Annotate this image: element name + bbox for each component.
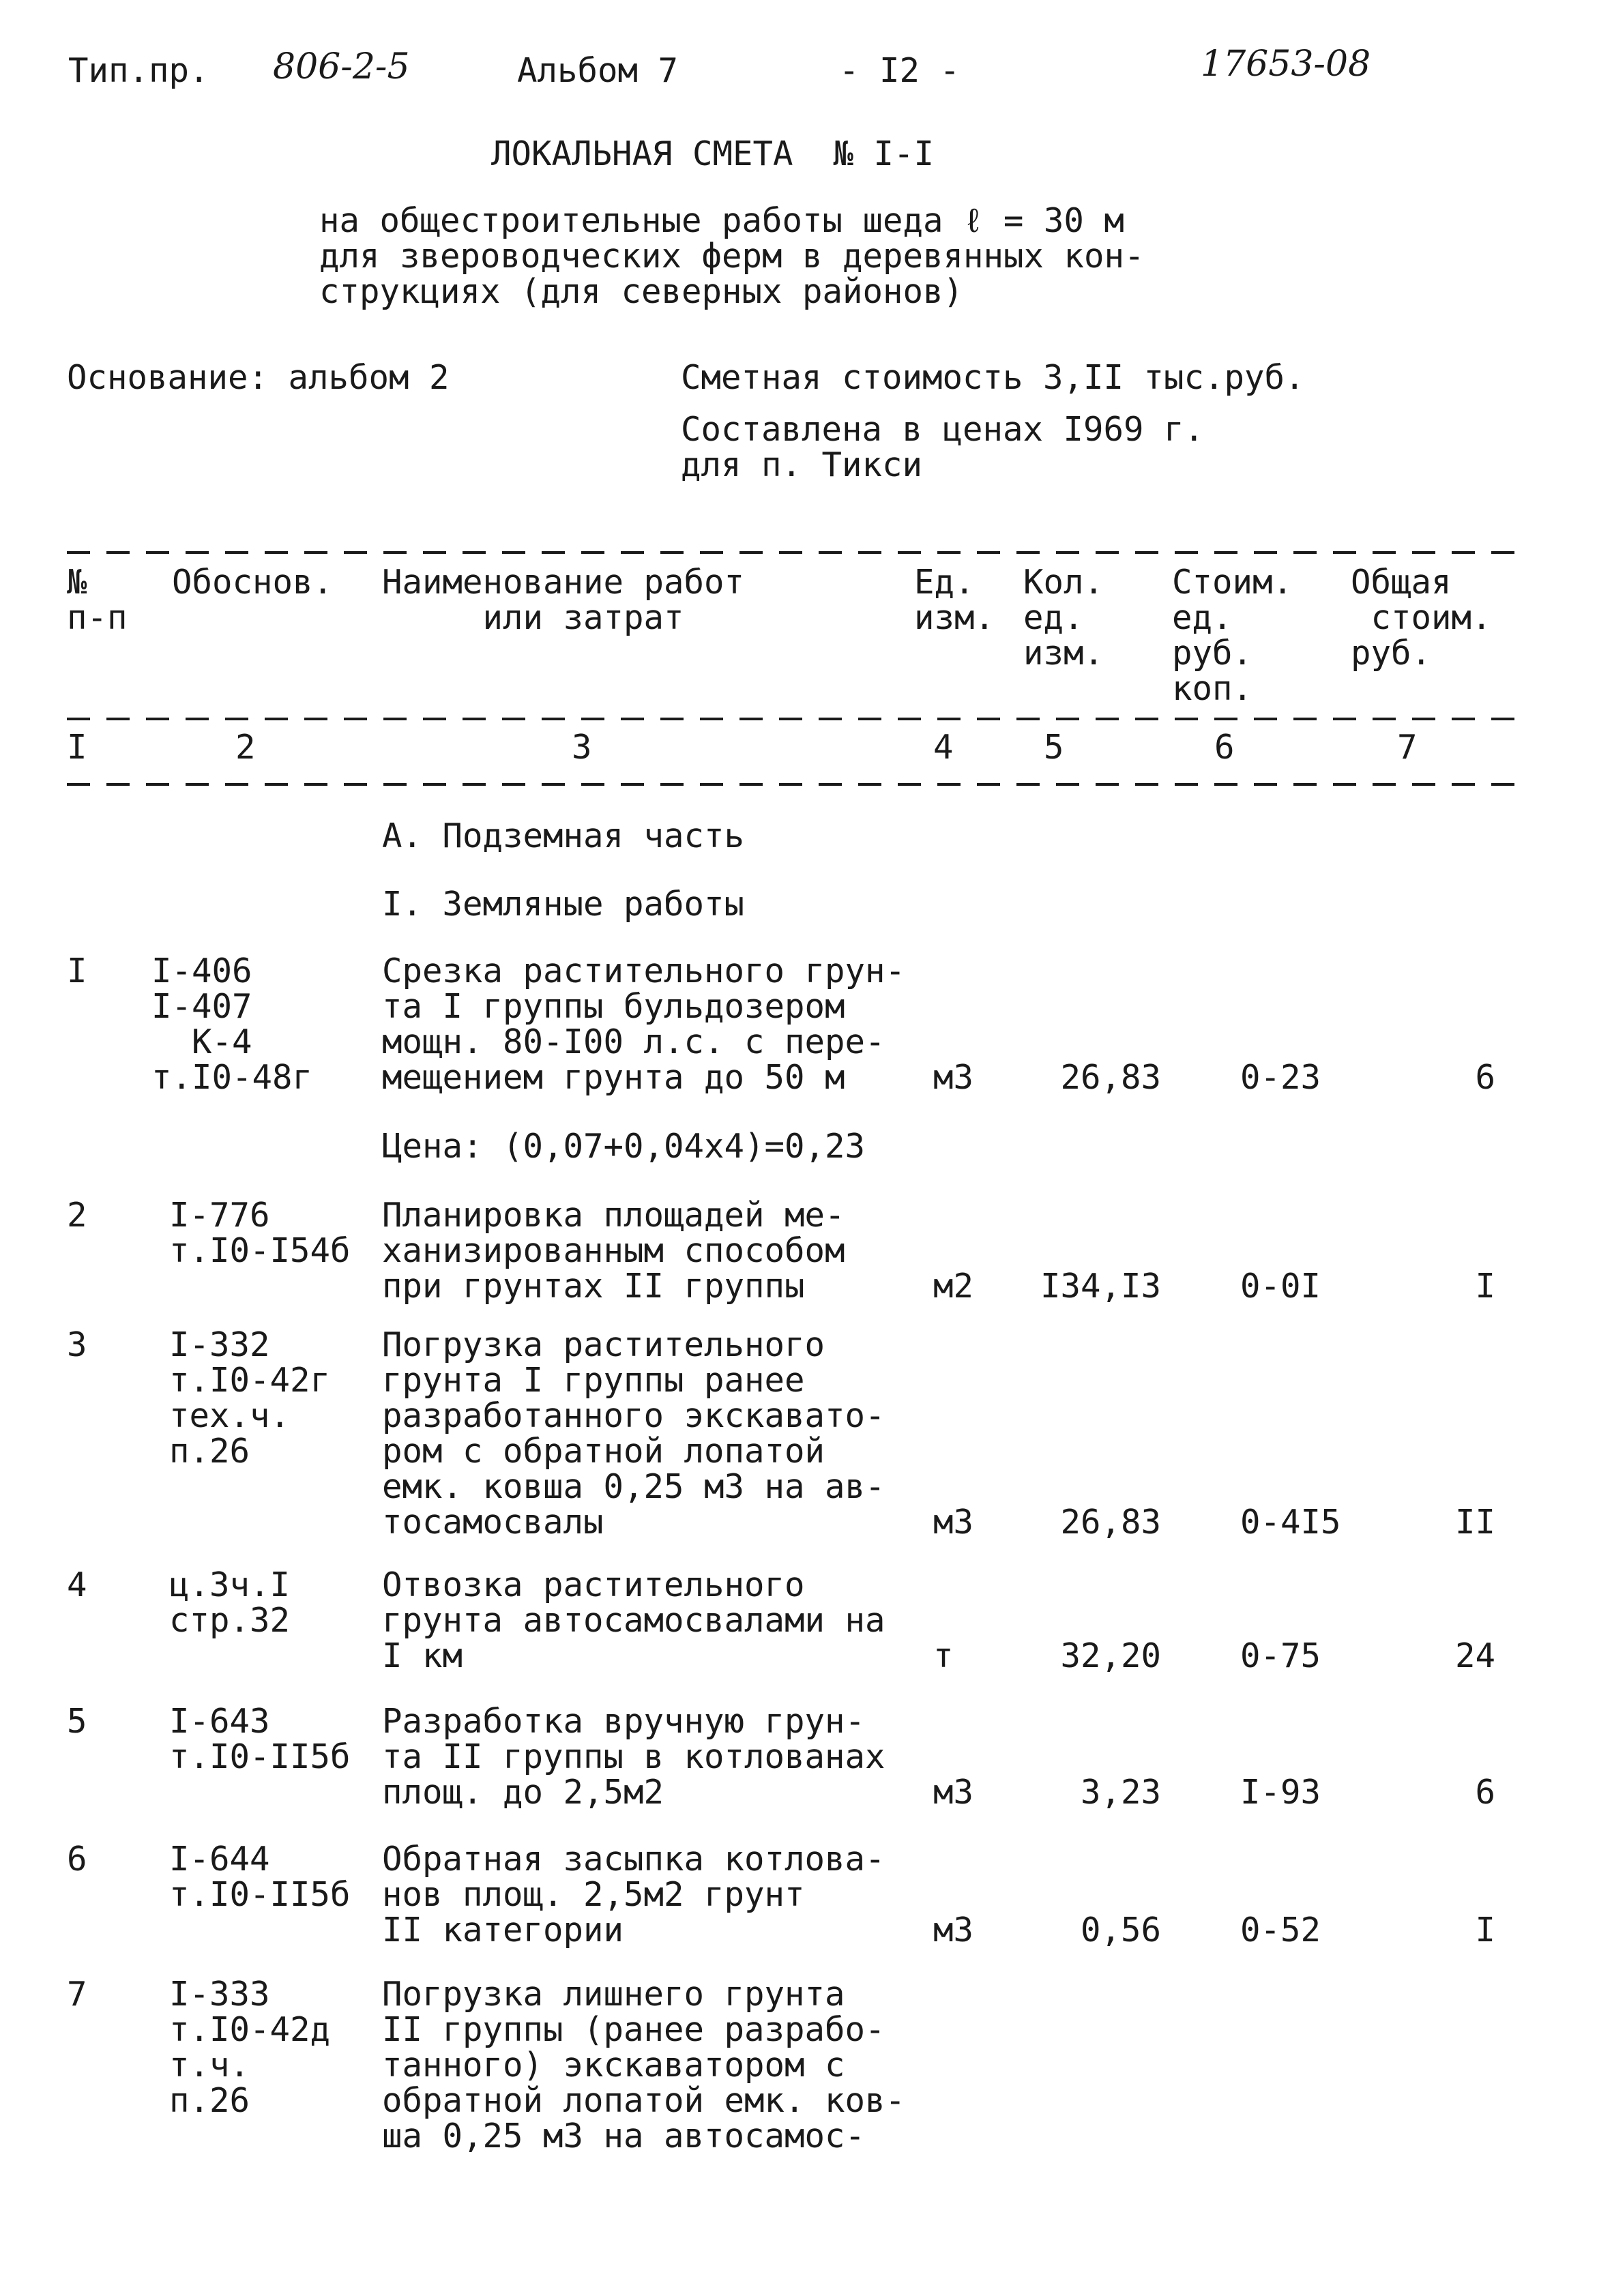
basis-info: Основание: альбом 2	[67, 358, 450, 397]
row-basis: I-333 т.I0-42д т.ч. п.26	[169, 1975, 331, 2120]
price-location: для п. Тикси	[681, 445, 923, 484]
table-top-rule	[67, 551, 1520, 554]
row-price: 0-52	[1240, 1911, 1321, 1949]
row-unit: м3	[933, 1773, 974, 1812]
section-title: А. Подземная часть	[382, 816, 745, 855]
row-name: Обратная засыпка котлова- нов площ. 2,5м2 грунт II категории	[382, 1840, 885, 1949]
price-level: Составлена в ценах I969 г.	[681, 410, 1205, 449]
row-basis: I-644 т.I0-II5б	[169, 1840, 351, 1914]
row-number: 5	[67, 1702, 87, 1741]
table-body-rule	[67, 783, 1520, 786]
col-header-price: Стоим. ед. руб. коп.	[1172, 563, 1293, 708]
row-qty: 32,20	[1060, 1636, 1161, 1675]
row-number: 3	[67, 1325, 87, 1364]
page-number: - I2 -	[839, 51, 961, 90]
row-price: I-93	[1240, 1773, 1321, 1812]
row-total: I	[1475, 1267, 1495, 1306]
row-total: I	[1475, 1911, 1495, 1949]
col-number-7: 7	[1397, 728, 1418, 767]
row-qty: 3,23	[1080, 1773, 1161, 1812]
row-unit: м2	[933, 1267, 974, 1306]
col-number-4: 4	[933, 728, 954, 767]
col-header-num: № п-п	[67, 563, 128, 637]
document-title: ЛОКАЛЬНАЯ СМЕТА № I-I	[491, 134, 935, 173]
row-unit: т	[933, 1636, 954, 1675]
price-note: Цена: (0,07+0,04х4)=0,23	[382, 1127, 866, 1166]
row-price: 0-0I	[1240, 1267, 1321, 1306]
col-header-basis: Обоснов.	[172, 563, 334, 602]
row-name: Срезка растительного грун- та I группы бульдозером мощн. 80-I00 л.с. с пере- мещением грунта до 50 м	[382, 952, 906, 1097]
row-number: 2	[67, 1196, 87, 1235]
row-qty: 26,83	[1060, 1058, 1161, 1097]
row-unit: м3	[933, 1911, 974, 1949]
row-qty: 0,56	[1080, 1911, 1161, 1949]
row-number: 4	[67, 1565, 87, 1604]
col-number-2: 2	[235, 728, 256, 767]
row-basis: I-776 т.I0-I54б	[169, 1196, 351, 1270]
col-number-3: 3	[572, 728, 592, 767]
project-label: Тип.пр.	[68, 51, 209, 90]
row-name: Погрузка лишнего грунта II группы (ранее разрабо- танного) экскаватором с обратной лопатой емк. ков- ша 0,25 м3 на автосамос-	[382, 1975, 906, 2155]
row-total: II	[1454, 1503, 1495, 1542]
album-label: Альбом 7	[517, 51, 679, 90]
subsection-title: I. Земляные работы	[382, 885, 745, 924]
row-price: 0-75	[1240, 1636, 1321, 1675]
subtitle-line-2: для звероводческих ферм в деревянных кон-	[319, 237, 1145, 276]
document-number: 17653-08	[1201, 44, 1371, 85]
row-qty: 26,83	[1060, 1503, 1161, 1542]
col-number-1: I	[67, 728, 87, 767]
table-header-rule	[67, 718, 1520, 720]
row-total: 6	[1475, 1058, 1495, 1097]
row-basis: I-332 т.I0-42г тех.ч. п.26	[169, 1325, 331, 1471]
estimated-cost: Сметная стоимость 3,II тыс.руб.	[681, 358, 1305, 397]
col-number-5: 5	[1044, 728, 1064, 767]
row-unit: м3	[933, 1503, 974, 1542]
row-name: Разработка вручную грун- та II группы в котлованах площ. до 2,5м2	[382, 1702, 885, 1812]
row-basis: I-406 I-407 К-4 т.I0-48г	[151, 952, 313, 1097]
subtitle-line-3: струкциях (для северных районов)	[319, 272, 964, 311]
row-price: 0-23	[1240, 1058, 1321, 1097]
col-number-6: 6	[1214, 728, 1235, 767]
row-total: 6	[1475, 1773, 1495, 1812]
row-qty: I34,I3	[1040, 1267, 1161, 1306]
row-number: 7	[67, 1975, 87, 2014]
col-header-total: Общая стоим. руб.	[1351, 563, 1492, 673]
row-unit: м3	[933, 1058, 974, 1097]
row-name: Погрузка растительного грунта I группы ранее разработанного экскавато- ром с обратной лопатой емк. ковша 0,25 м3 на ав- тосамосвалы	[382, 1325, 885, 1542]
project-number: 806-2-5	[273, 46, 410, 87]
col-header-qty: Кол. ед. изм.	[1023, 563, 1104, 673]
row-basis: I-643 т.I0-II5б	[169, 1702, 351, 1776]
row-basis: ц.3ч.I стр.32	[169, 1565, 291, 1640]
row-total: 24	[1454, 1636, 1495, 1675]
row-number: 6	[67, 1840, 87, 1879]
subtitle-line-1: на общестроительные работы шеда ℓ = 30 м	[319, 201, 1124, 240]
col-header-name: Наименование работ или затрат	[382, 563, 745, 637]
row-number: I	[67, 952, 87, 990]
row-name: Планировка площадей ме- ханизированным способом при грунтах II группы	[382, 1196, 845, 1306]
row-price: 0-4I5	[1240, 1503, 1341, 1542]
row-name: Отвозка растительного грунта автосамосвалами на I км	[382, 1565, 885, 1675]
col-header-unit: Ед. изм.	[914, 563, 995, 637]
